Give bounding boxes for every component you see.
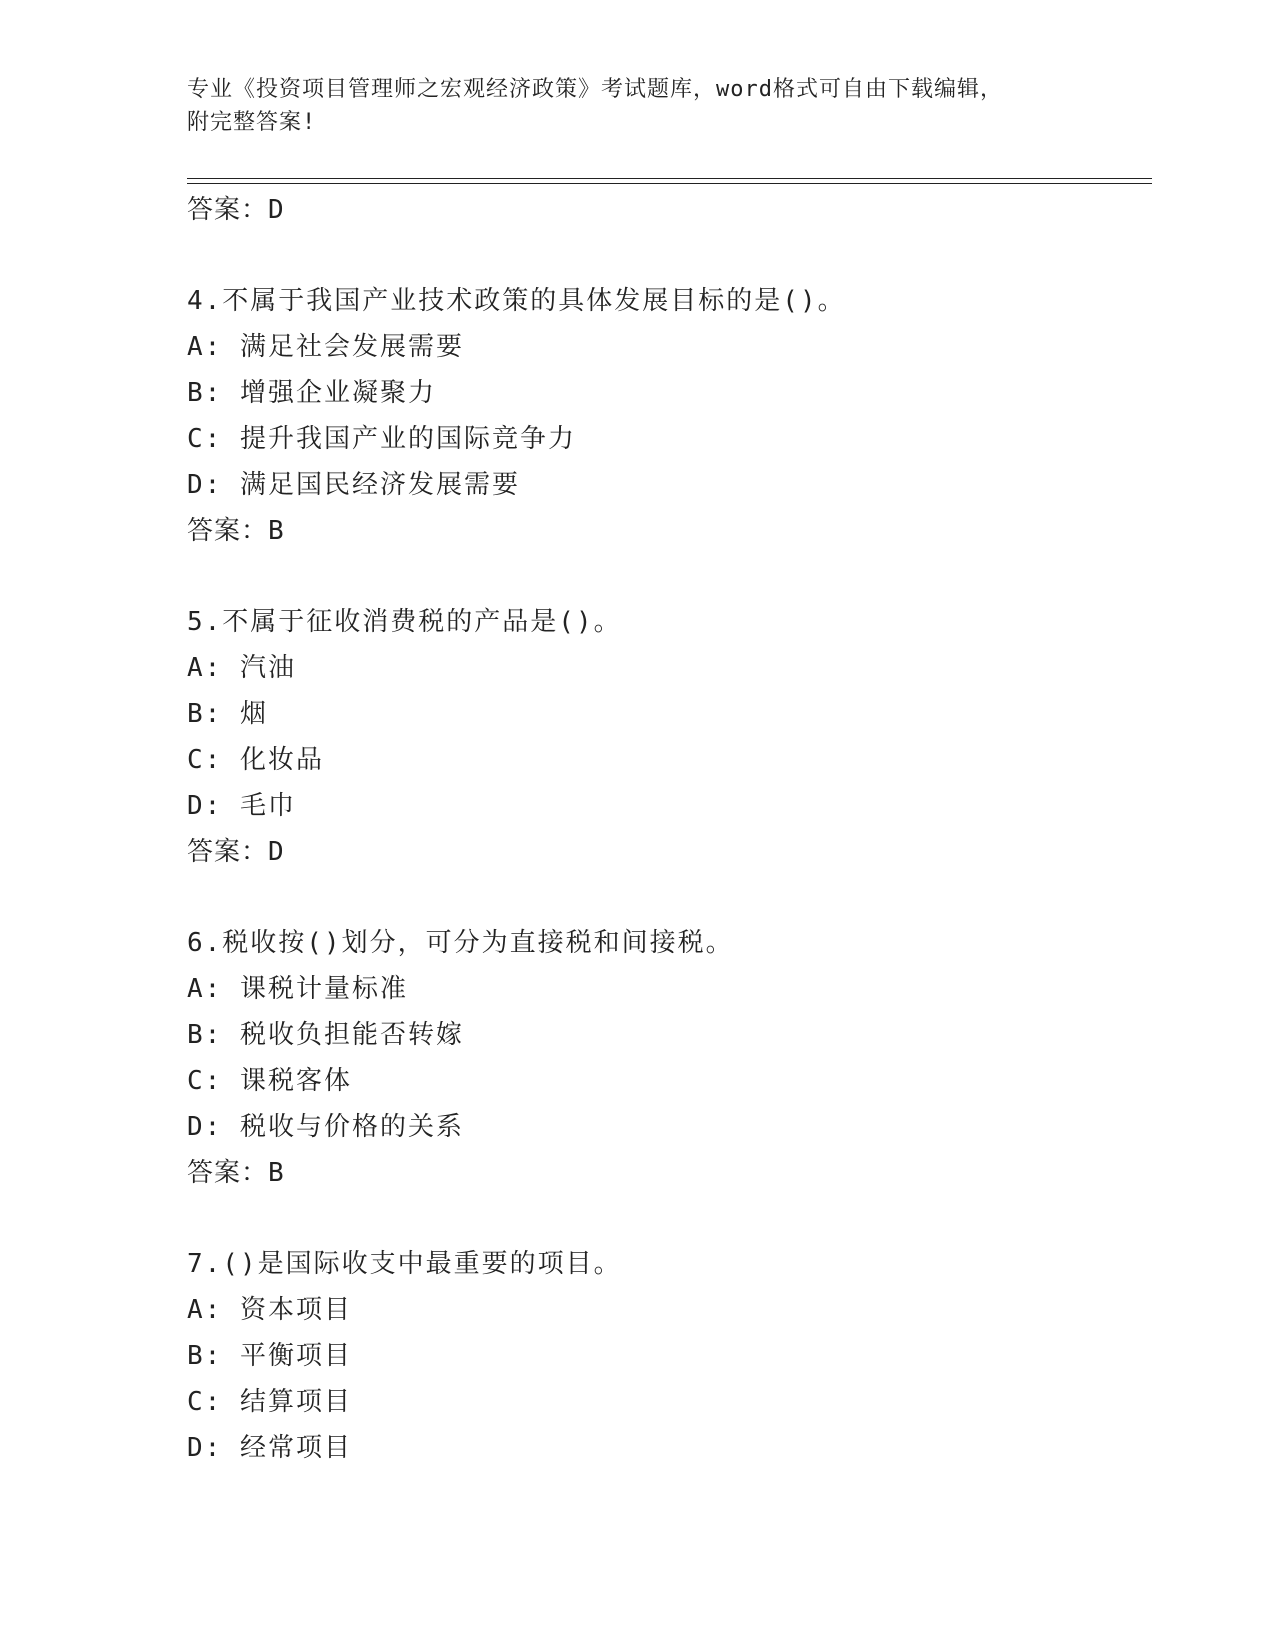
option-c: C: 提升我国产业的国际竞争力 [187,424,576,454]
option-b: B: 税收负担能否转嫁 [187,1020,464,1050]
option-b: B: 烟 [187,699,268,729]
document-header [187,73,1087,139]
option-a: A: 满足社会发展需要 [187,332,464,362]
question-list [187,187,1152,1471]
question-stem: 7.()是国际收支中最重要的项目。 [187,1249,622,1279]
option-d: D: 毛巾 [187,791,296,821]
question-item [187,278,1152,554]
option-c: C: 结算项目 [187,1387,352,1417]
question-stem: 5.不属于征收消费税的产品是()。 [187,607,622,637]
answer-line: 答案：D [187,195,285,225]
option-d: D: 税收与价格的关系 [187,1112,464,1142]
question-item [187,920,1152,1196]
option-b: B: 平衡项目 [187,1341,352,1371]
header-line-2: 附完整答案! [187,110,317,135]
option-c: C: 课税客体 [187,1066,352,1096]
question-item [187,599,1152,875]
question-item [187,1241,1152,1471]
answer-line: 答案：B [187,516,285,546]
option-a: A: 课税计量标准 [187,974,408,1004]
option-b: B: 增强企业凝聚力 [187,378,436,408]
question-stem: 6.税收按()划分，可分为直接税和间接税。 [187,928,734,958]
option-d: D: 满足国民经济发展需要 [187,470,520,500]
header-rule-top [187,178,1152,179]
answer-line: 答案：B [187,1158,285,1188]
option-a: A: 资本项目 [187,1295,352,1325]
option-a: A: 汽油 [187,653,296,683]
answer-line: 答案：D [187,837,285,867]
question-stem: 4.不属于我国产业技术政策的具体发展目标的是()。 [187,286,846,316]
header-rule-bottom [187,183,1152,184]
option-d: D: 经常项目 [187,1433,352,1463]
header-line-1: 专业《投资项目管理师之宏观经济政策》考试题库，word格式可自由下载编辑， [187,77,1003,102]
option-c: C: 化妆品 [187,745,324,775]
